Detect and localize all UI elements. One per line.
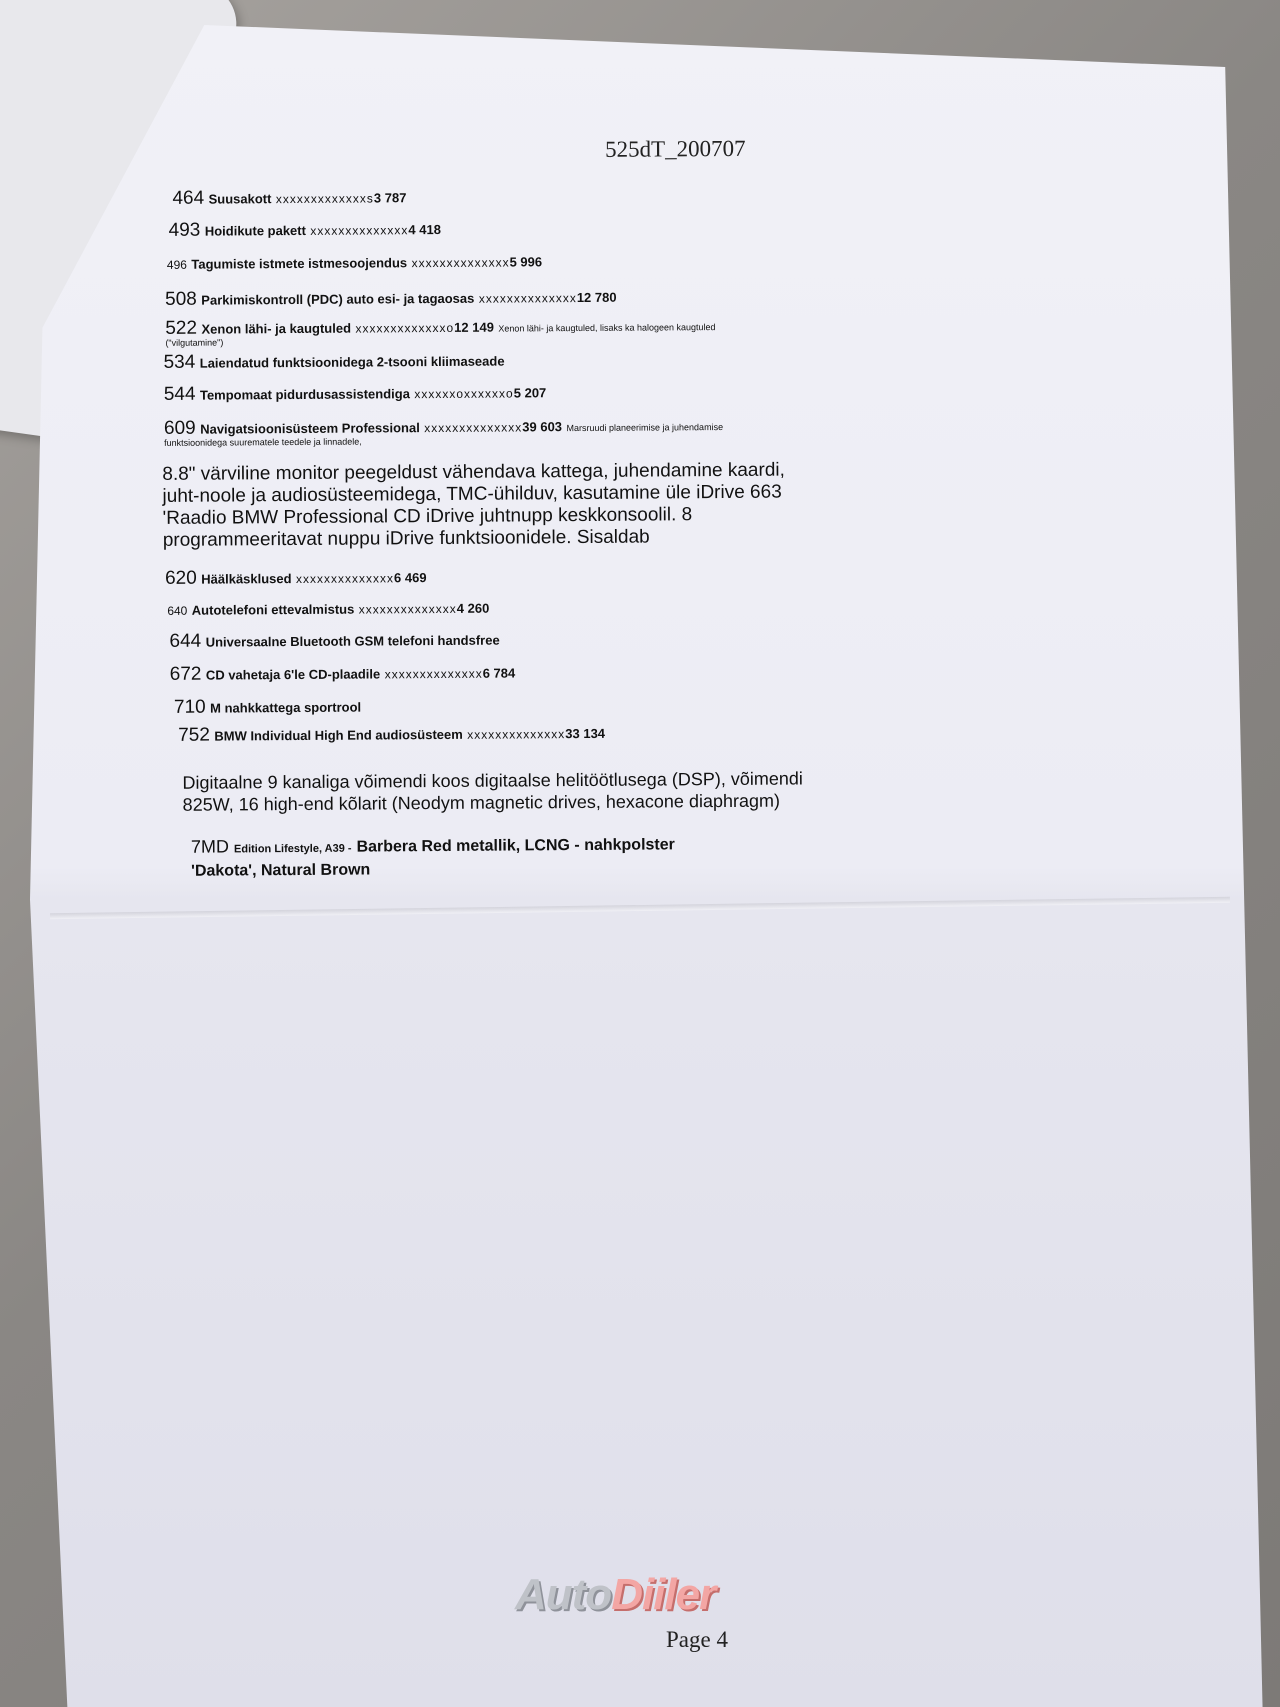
option-note: Marsruudi planeerimise ja juhendamise [566,422,724,434]
option-name: Xenon lähi- ja kaugtuled [201,320,352,337]
option-row [164,381,547,406]
option-row [165,286,617,311]
paragraph-line: 'Raadio BMW Professional CD iDrive juhtnupp keskkonsoolil. 8 [162,504,693,529]
option-price: 5 996 [509,254,543,270]
option-filler: xxxxxxxxxxxxxx [310,223,409,238]
navigation-description [162,460,785,552]
option-name: Hoidikute pakett [204,222,306,239]
option-filler: xxxxxxxxxxxxxs [275,191,374,207]
option-row [163,350,504,374]
option-name: M nahkkattega sportrool [210,699,362,716]
color-option [191,832,675,882]
option-price: 12 149 [454,319,494,335]
paragraph-line: 8.8" värviline monitor peegeldust vähendava kattega, juhendamine kaardi, [162,459,785,485]
option-filler: xxxxxxoxxxxxxo [414,386,514,402]
option-code: 7MD [190,836,230,857]
option-price: 12 780 [576,289,617,306]
option-code: 672 [169,663,202,685]
option-row [172,186,406,210]
option-code: 710 [173,696,206,718]
option-filler: xxxxxxxxxxxxxx [295,571,395,586]
option-row [167,253,542,274]
autodiiler-watermark-logo: AutoDiiler [515,1570,716,1619]
page-number: Page 4 [666,1627,728,1652]
option-name: Laiendatud funktsioonidega 2-tsooni kliimaseade [199,353,505,371]
option-code: 508 [165,288,197,310]
option-price: 6 469 [393,570,427,586]
option-row [178,722,605,747]
option-price: 3 787 [373,190,407,206]
option-price: 39 603 [522,419,563,435]
option-row [165,314,715,340]
option-filler: xxxxxxxxxxxxxx [384,666,483,682]
option-code: 752 [178,724,210,746]
option-filler: xxxxxxxxxxxxxx [424,420,523,436]
option-code: 496 [166,257,187,272]
option-code: 620 [164,567,197,589]
option-row [169,218,441,242]
paragraph-line: programmeeritavat nuppu iDrive funktsioonidele. Sisaldab [162,526,650,551]
option-code: 644 [169,630,202,652]
option-price: 4 260 [456,600,490,616]
option-row [164,414,723,440]
option-filler: xxxxxxxxxxxxxx [411,255,510,271]
option-note: Xenon lähi- ja kaugtuled, lisaks ka halogeen kaugtuled [498,322,716,334]
option-code: 609 [163,417,196,439]
option-code: 640 [167,603,188,618]
option-code: 493 [168,219,201,241]
option-name: BMW Individual High End audiosüsteem [214,726,463,744]
option-name: CD vahetaja 6'le CD-plaadile [205,666,381,683]
option-price: 5 207 [513,385,547,401]
option-name: Tempomaat pidurdusassistendiga [199,386,410,403]
document-title: 525dT_200707 [604,135,746,162]
option-name: Parkimiskontroll (PDC) auto esi- ja tagaosas [201,290,475,308]
option-row [167,600,489,620]
option-name: Autotelefoni ettevalmistus [191,601,355,618]
color-option-line: 'Dakota', Natural Brown [191,861,371,880]
color-option-line: Barbera Red metallik, LCNG - nahkpolster [356,836,675,856]
option-name: Universaalne Bluetooth GSM telefoni handsfree [205,632,500,650]
option-price: 33 134 [565,725,606,742]
option-name: Häälkäsklused [201,571,292,587]
option-row [165,566,427,590]
option-filler: xxxxxxxxxxxxxx [467,727,566,742]
option-code: 464 [172,187,205,209]
option-code: 522 [165,317,198,339]
option-note-continued: ("vilgutamine") [165,337,224,348]
option-name: Suusakott [208,191,272,207]
option-row [170,661,516,685]
option-row [169,629,499,653]
option-row [174,696,361,719]
option-filler: xxxxxxxxxxxxxx [478,291,577,306]
option-price: 4 418 [408,221,441,238]
option-name: Navigatsioonisüsteem Professional [200,420,420,437]
option-name: Tagumiste istmete istmesoojendus [191,255,408,272]
option-filler: xxxxxxxxxxxxxo [355,320,455,336]
option-filler: xxxxxxxxxxxxxx [358,601,457,617]
option-code: 544 [163,383,196,405]
option-price: 6 784 [482,665,516,681]
audio-description [182,767,803,815]
paragraph-line: juht-noole ja audiosüsteemidega, TMC-ühilduv, kasutamine üle iDrive 663 [162,481,782,507]
option-note-continued: funktsioonidega suurematele teedele ja linnadele, [164,436,362,448]
color-option-edition: Edition Lifestyle, A39 - [233,842,352,856]
paragraph-line: 825W, 16 high-end kõlarit (Neodym magnetic drives, hexacone diaphragm) [182,790,781,815]
option-code: 534 [163,351,196,373]
paragraph-line: Digitaalne 9 kanaliga võimendi koos digitaalse helitöötlusega (DSP), võimendi [182,768,803,793]
